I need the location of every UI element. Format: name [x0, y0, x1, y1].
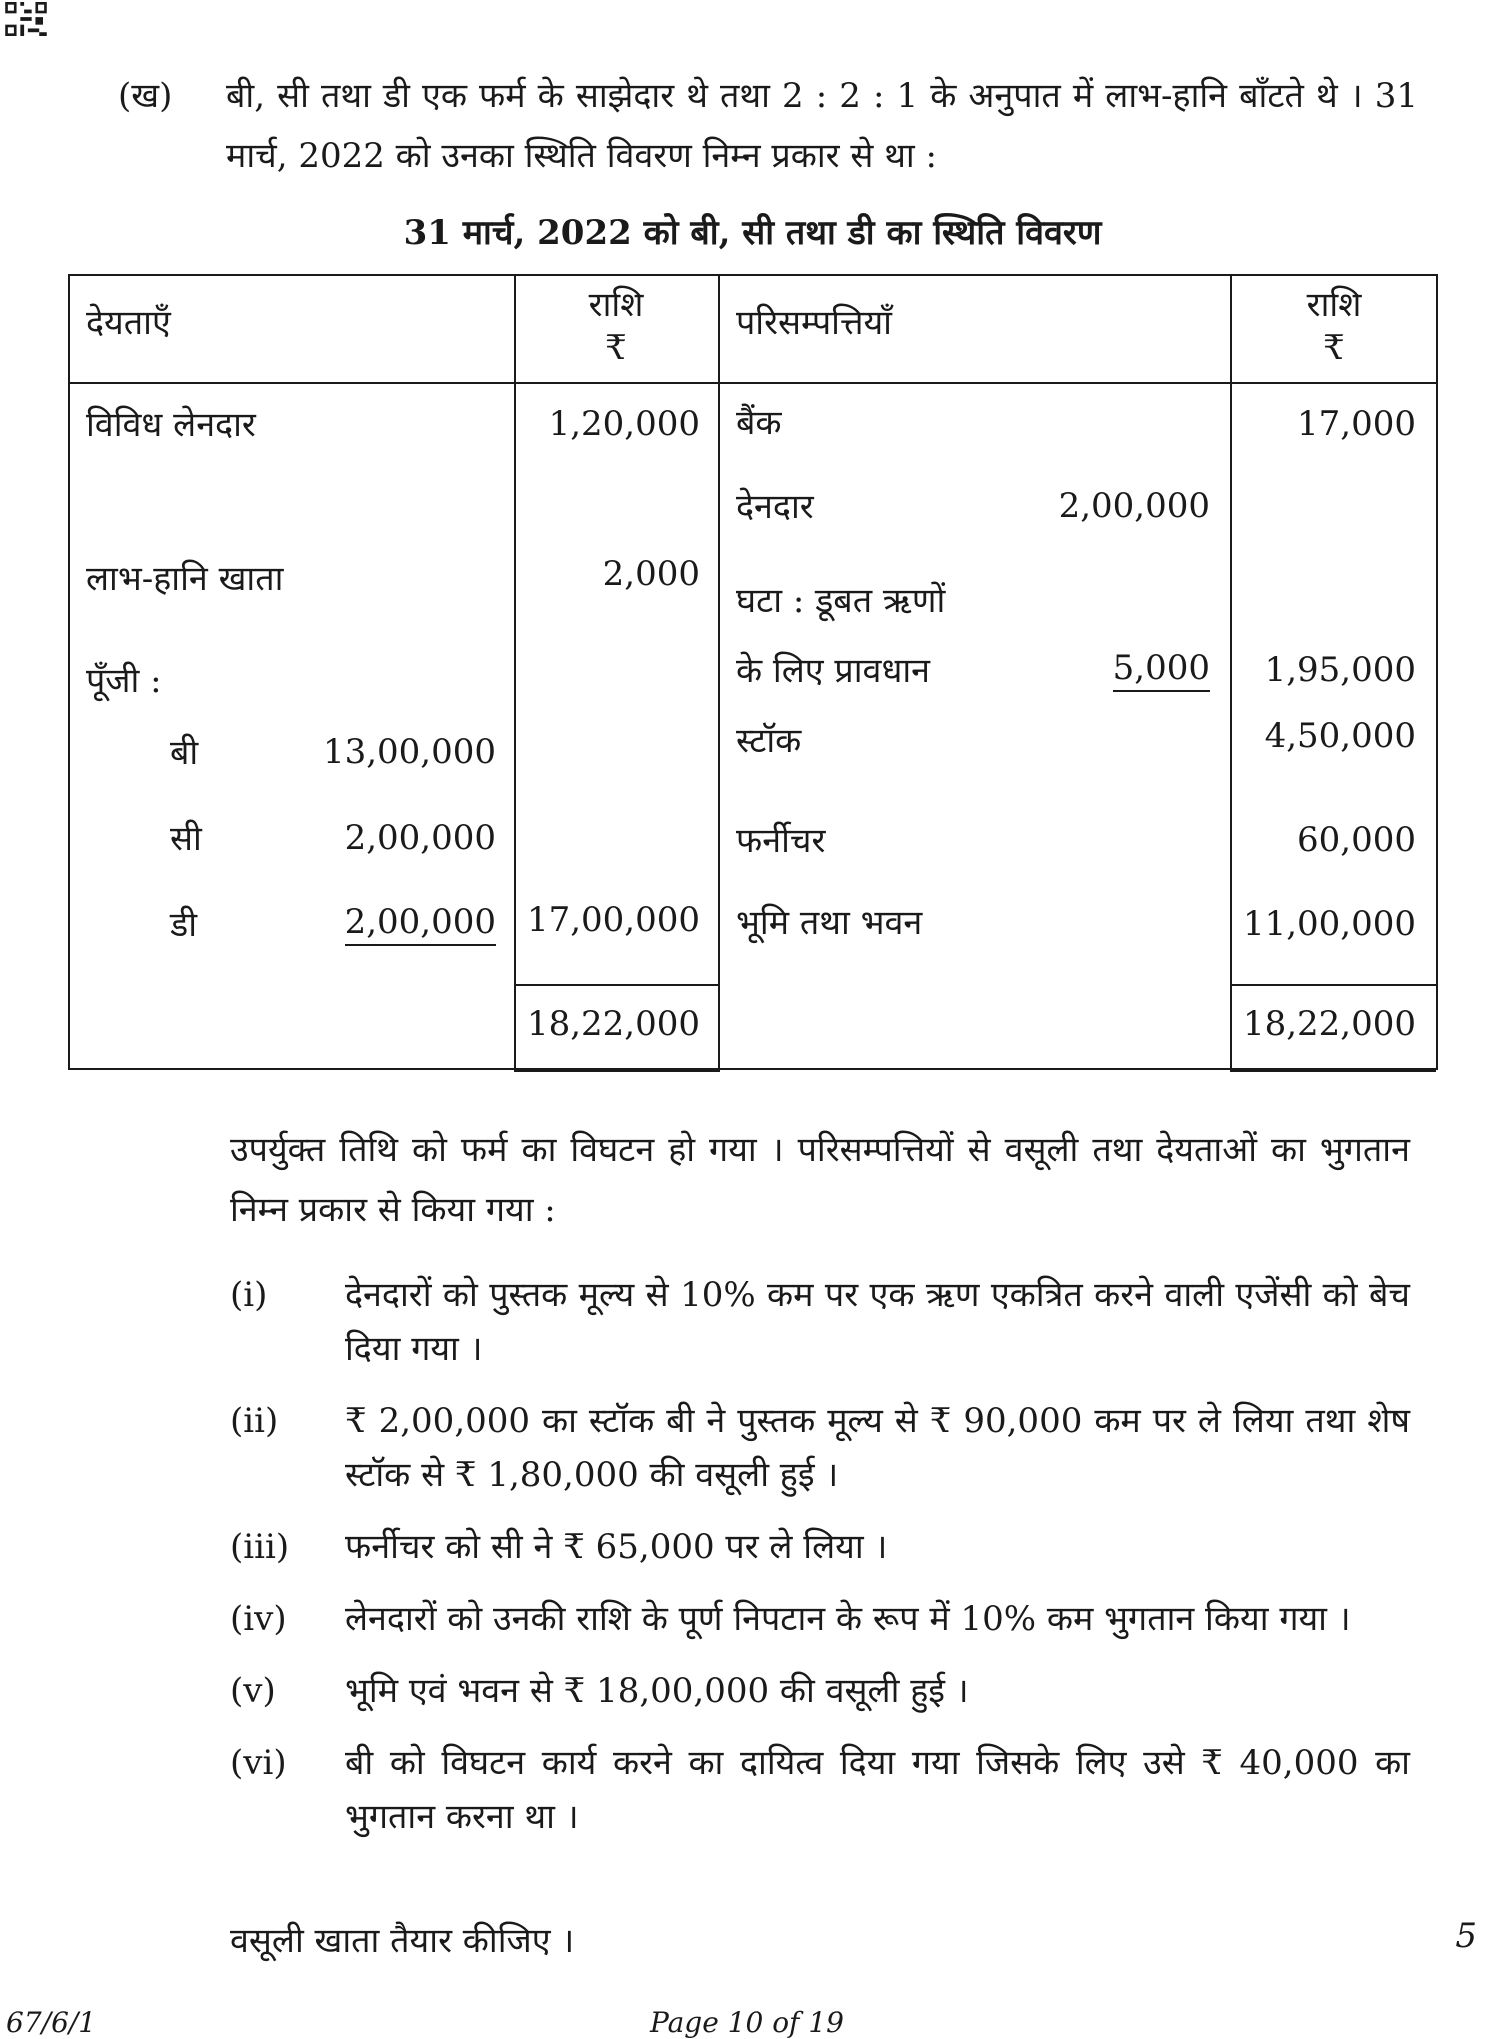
- paper-code: 67/6/1: [6, 2006, 97, 2039]
- creditors-amount: 1,20,000: [548, 404, 700, 444]
- header-amount-label: राशि: [1306, 285, 1362, 325]
- qr-code-icon: [4, 2, 48, 36]
- capital-label: पूँजी :: [86, 661, 162, 701]
- item-text: फर्नीचर को सी ने ₹ 65,000 पर ले लिया ।: [345, 1527, 888, 1567]
- header-divider: [70, 382, 1436, 384]
- column-divider: [514, 276, 516, 1072]
- question-label: (ख): [118, 76, 173, 116]
- list-item: [230, 1268, 1410, 1376]
- partner-b-capital: 13,00,000: [322, 732, 496, 772]
- debtors-amount: 2,00,000: [1058, 486, 1210, 526]
- header-currency: ₹: [605, 328, 627, 368]
- header-currency: ₹: [1323, 328, 1345, 368]
- land-building-label: भूमि तथा भवन: [736, 903, 923, 943]
- stock-label: स्टॉक: [736, 721, 802, 761]
- realisation-items: [230, 1268, 1410, 1862]
- pl-account-label: लाभ-हानि खाता: [86, 559, 284, 599]
- total-line: [1230, 984, 1436, 986]
- balance-sheet-table: [68, 274, 1438, 1070]
- total-double-line: [514, 1068, 720, 1072]
- page-number: Page 10 of 19: [650, 2006, 844, 2039]
- furniture-label: फर्नीचर: [736, 821, 826, 861]
- total-line: [514, 984, 720, 986]
- dissolution-paragraph: उपर्युक्त तिथि को फर्म का विघटन हो गया । परिसम्पत्तियों से वसूली तथा देयताओं का भुगतान निम्न प्रकार से किया गया :: [230, 1130, 1410, 1230]
- question-intro: [118, 66, 1418, 186]
- item-text: लेनदारों को उनकी राशि के पूर्ण निपटान के रूप में 10% कम भुगतान किया गया ।: [345, 1599, 1351, 1639]
- partner-c-capital: 2,00,000: [344, 818, 496, 858]
- item-number: (v): [230, 1671, 276, 1711]
- stock-amount: 4,50,000: [1264, 716, 1416, 756]
- item-text: ₹ 2,00,000 का स्टॉक बी ने पुस्तक मूल्य से ₹ 90,000 कम पर ले लिया तथा शेष स्टॉक से ₹ 1,80,000 की वसूली हुई ।: [345, 1401, 1410, 1495]
- partner-d-name: डी: [170, 905, 197, 945]
- debtors-label: देनदार: [736, 487, 814, 527]
- bank-label: बैंक: [736, 403, 782, 443]
- bank-amount: 17,000: [1297, 404, 1416, 444]
- item-number: (vi): [230, 1743, 287, 1783]
- net-debtors-amount: 1,95,000: [1264, 650, 1416, 690]
- question-intro-text: बी, सी तथा डी एक फर्म के साझेदार थे तथा 2 : 2 : 1 के अनुपात में लाभ-हानि बाँटते थे । 31 मार्च, 2022 को उनका स्थिति विवरण निम्न प्रकार से था :: [226, 76, 1418, 176]
- instruction-text: वसूली खाता तैयार कीजिए ।: [230, 1921, 575, 1961]
- list-item: [230, 1664, 1410, 1718]
- list-item: [230, 1736, 1410, 1844]
- column-divider: [718, 276, 720, 1072]
- provision-amount: 5,000: [1113, 648, 1210, 692]
- item-text: देनदारों को पुस्तक मूल्य से 10% कम पर एक ऋण एकत्रित करने वाली एजेंसी को बेच दिया गया ।: [345, 1275, 1410, 1369]
- capital-total: 17,00,000: [526, 900, 700, 940]
- partner-d-capital-wrap: [290, 902, 496, 942]
- land-building-amount: 11,00,000: [1242, 904, 1416, 944]
- item-number: (iv): [230, 1599, 287, 1639]
- item-number: (ii): [230, 1401, 279, 1441]
- item-number: (i): [230, 1275, 268, 1315]
- marks: 5: [1455, 1916, 1477, 1956]
- header-assets: परिसम्पत्तियाँ: [736, 303, 892, 343]
- item-text: भूमि एवं भवन से ₹ 18,00,000 की वसूली हुई ।: [345, 1671, 969, 1711]
- item-number: (iii): [230, 1527, 290, 1567]
- header-amount-label: राशि: [588, 285, 644, 325]
- assets-total: 18,22,000: [1242, 1004, 1416, 1044]
- provision-label-line1: घटा : डूबत ऋणों: [736, 581, 946, 621]
- list-item: [230, 1592, 1410, 1646]
- creditors-label: विविध लेनदार: [86, 405, 256, 445]
- balance-sheet-title: 31 मार्च, 2022 को बी, सी तथा डी का स्थिति विवरण: [403, 213, 1102, 253]
- pl-account-amount: 2,000: [602, 554, 700, 594]
- furniture-amount: 60,000: [1297, 820, 1416, 860]
- partner-b-name: बी: [170, 733, 199, 773]
- header-liabilities: देयताएँ: [86, 303, 171, 343]
- partner-d-capital: 2,00,000: [345, 902, 496, 946]
- provision-amount-wrap: [1020, 648, 1210, 688]
- total-double-line: [1230, 1068, 1436, 1072]
- item-text: बी को विघटन कार्य करने का दायित्व दिया गया जिसके लिए उसे ₹ 40,000 का भुगतान करना था ।: [345, 1743, 1410, 1837]
- liabilities-total: 18,22,000: [526, 1004, 700, 1044]
- list-item: [230, 1520, 1410, 1574]
- provision-label-line2: के लिए प्रावधान: [736, 651, 931, 691]
- list-item: [230, 1394, 1410, 1502]
- partner-c-name: सी: [170, 819, 202, 859]
